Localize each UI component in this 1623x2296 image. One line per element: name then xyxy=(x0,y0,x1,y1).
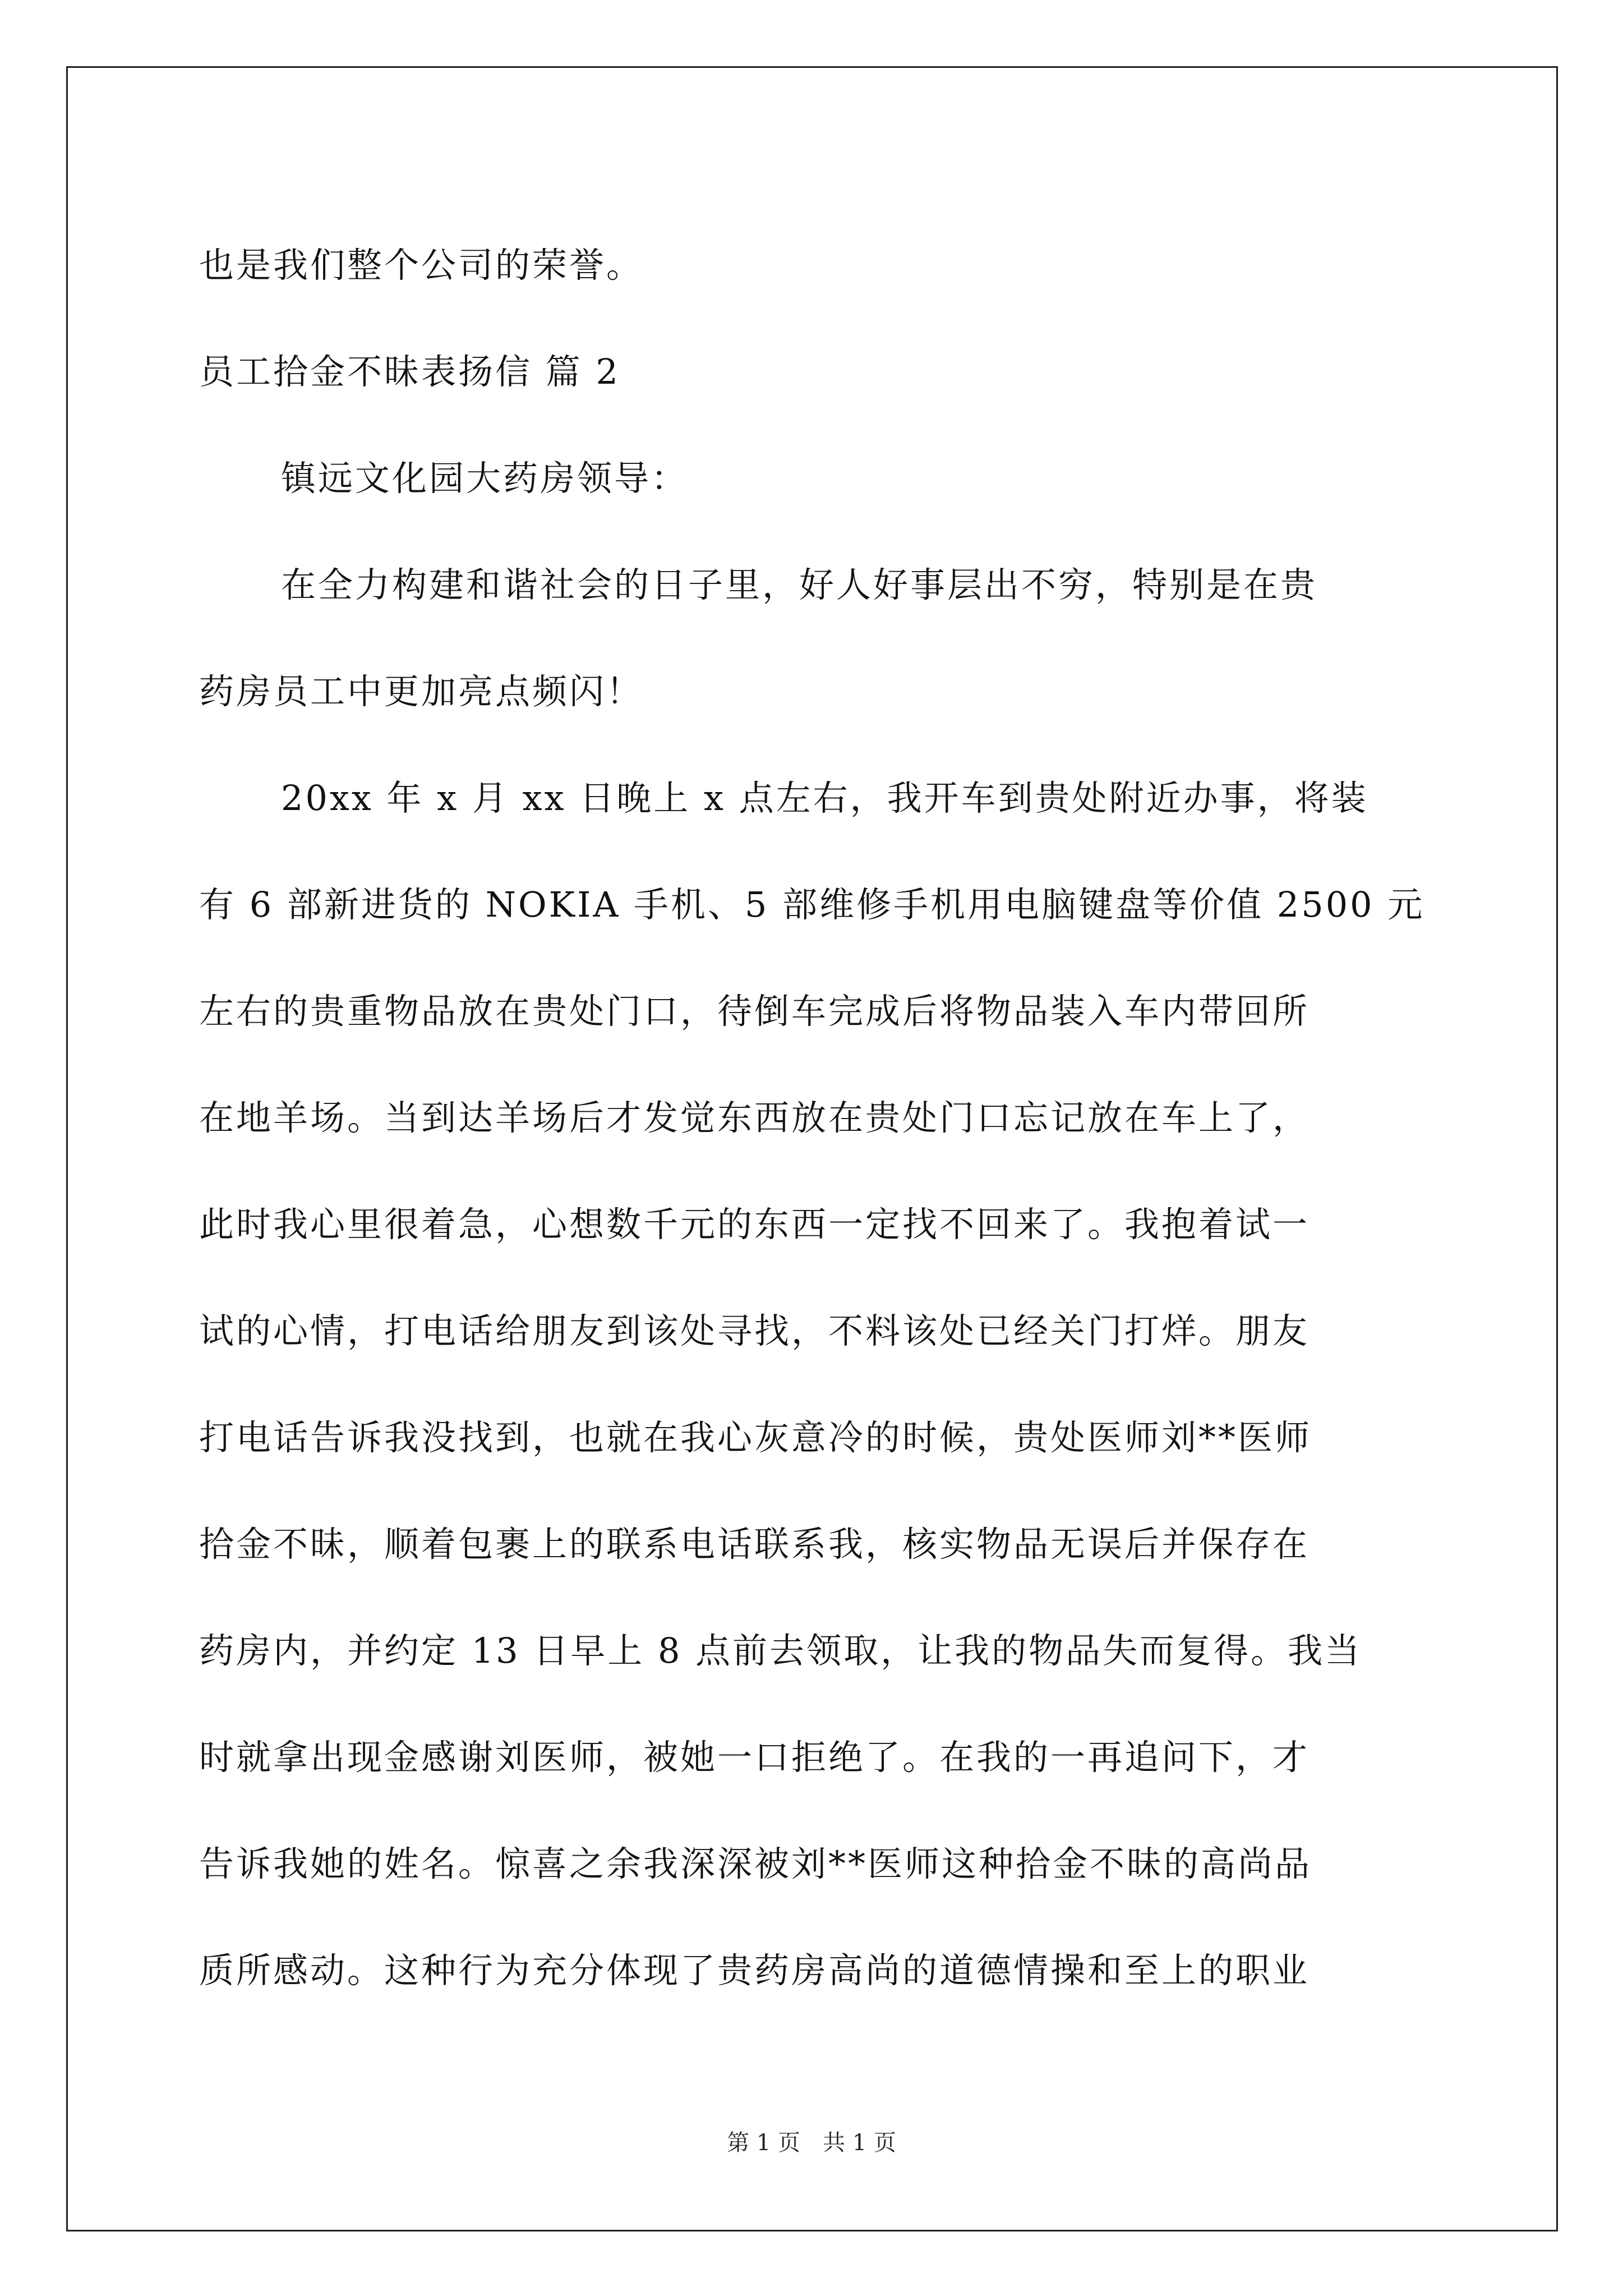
paragraph-line: 时就拿出现金感谢刘医师，被她一口拒绝了。在我的一再追问下，才 xyxy=(199,1737,1310,1778)
paragraph-line: 在地羊场。当到达羊场后才发觉东西放在贵处门口忘记放在车上了， xyxy=(199,1097,1310,1138)
page-number-footer: 第 1 页 共 1 页 xyxy=(727,2130,896,2156)
paragraph-line: 质所感动。这种行为充分体现了贵药房高尚的道德情操和至上的职业 xyxy=(199,1950,1310,1991)
salutation: 镇远文化园大药房领导： xyxy=(281,458,689,499)
paragraph-line: 拾金不昧，顺着包裹上的联系电话联系我，核实物品无误后并保存在 xyxy=(199,1524,1310,1565)
paragraph-line: 20xx 年 x 月 xx 日晚上 x 点左右，我开车到贵处附近办事，将装 xyxy=(281,777,1368,818)
paragraph-line: 也是我们整个公司的荣誉。 xyxy=(199,245,644,286)
paragraph-line: 在全力构建和谐社会的日子里，好人好事层出不穷，特别是在贵 xyxy=(281,564,1318,605)
paragraph-line: 此时我心里很着急，心想数千元的东西一定找不回来了。我抱着试一 xyxy=(199,1204,1310,1245)
paragraph-line: 试的心情，打电话给朋友到该处寻找，不料该处已经关门打烊。朋友 xyxy=(199,1310,1310,1351)
paragraph-line: 打电话告诉我没找到，也就在我心灰意冷的时候，贵处医师刘**医师 xyxy=(199,1417,1312,1458)
section-heading: 员工拾金不昧表扬信 篇 2 xyxy=(199,351,620,392)
paragraph-line: 药房员工中更加亮点频闪！ xyxy=(199,671,644,712)
paragraph-line: 有 6 部新进货的 NOKIA 手机、5 部维修手机用电脑键盘等价值 2500 元 xyxy=(199,884,1425,925)
paragraph-line: 左右的贵重物品放在贵处门口，待倒车完成后将物品装入车内带回所 xyxy=(199,991,1310,1032)
paragraph-line: 药房内，并约定 13 日早上 8 点前去领取，让我的物品失而复得。我当 xyxy=(199,1630,1362,1671)
document-body xyxy=(199,212,1427,2024)
paragraph-line: 告诉我她的姓名。惊喜之余我深深被刘**医师这种拾金不昧的高尚品 xyxy=(199,1843,1312,1884)
